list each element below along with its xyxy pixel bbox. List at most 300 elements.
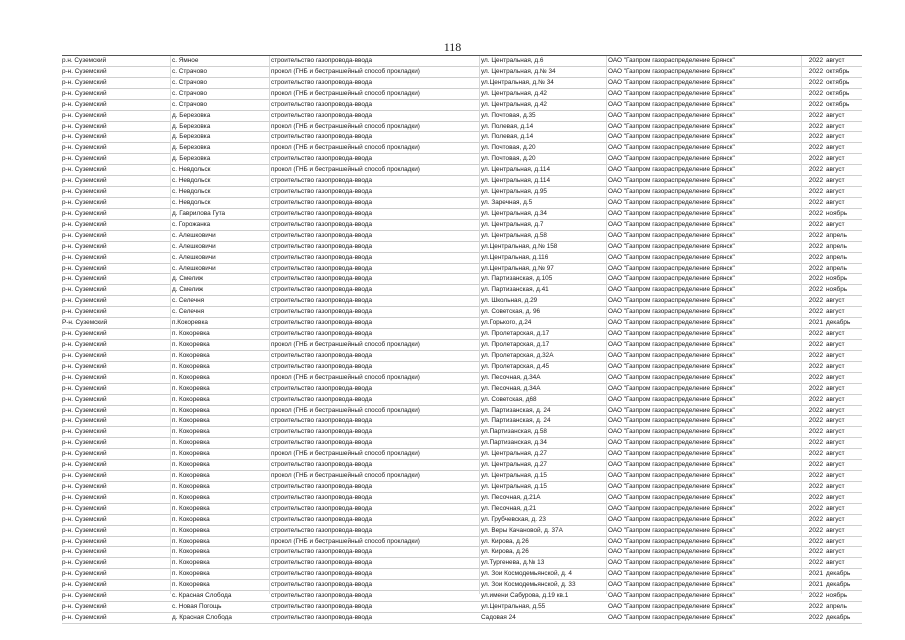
address-cell: ул. Пролетарская, д.32А xyxy=(481,351,554,359)
locality-cell: д. Смелиж xyxy=(172,275,204,283)
organization-cell: ОАО "Газпром газораспределение Брянск" xyxy=(608,515,735,523)
locality-cell: п. Кокоревка xyxy=(172,450,210,458)
year-cell: 2022 xyxy=(808,253,823,261)
work-type-cell: строительство газопровода-ввода xyxy=(271,559,373,567)
address-cell: ул. Центральная, д.42 xyxy=(481,89,547,97)
district-cell: р-н. Суземский xyxy=(62,581,107,589)
locality-cell: д. Березовка xyxy=(172,144,211,152)
work-type-cell: строительство газопровода-ввода xyxy=(271,264,373,272)
month-cell: август xyxy=(826,297,845,305)
locality-cell: п. Кокоревка xyxy=(172,417,210,425)
locality-cell: п. Кокоревка xyxy=(172,570,210,578)
table-row xyxy=(62,384,862,395)
month-cell: август xyxy=(826,450,845,458)
district-cell: р.н. Суземский xyxy=(62,57,107,64)
locality-cell: с. Селечня xyxy=(172,308,205,316)
organization-cell: ОАО "Газпром газораспределение Брянск" xyxy=(608,537,735,545)
work-type-cell: строительство газопровода-ввода xyxy=(271,493,373,501)
district-cell: р-н. Суземский xyxy=(62,188,107,196)
address-cell: ул.Центральная, д.№ 97 xyxy=(481,264,554,272)
table-row xyxy=(62,602,862,613)
work-type-cell: строительство газопровода-ввода xyxy=(271,439,373,447)
table-row xyxy=(62,165,862,176)
month-cell: август xyxy=(826,155,845,163)
table-row xyxy=(62,296,862,307)
table-row xyxy=(62,558,862,569)
table-row xyxy=(62,264,862,275)
table-row xyxy=(62,56,862,67)
organization-cell: ОАО "Газпром газораспределение Брянск" xyxy=(608,122,735,130)
year-cell: 2022 xyxy=(808,111,823,119)
month-cell: август xyxy=(826,133,845,141)
address-cell: ул. Партизанская, д.41 xyxy=(481,286,549,294)
organization-cell: ОАО "Газпром газораспределение Брянск" xyxy=(608,275,735,283)
organization-cell: ОАО "Газпром газораспределение Брянск" xyxy=(608,242,735,250)
district-cell: р-н. Суземский xyxy=(62,373,107,381)
district-cell: р-н. Суземский xyxy=(62,614,107,622)
year-cell: 2022 xyxy=(808,428,823,436)
district-cell: р-н. Суземский xyxy=(62,155,107,163)
table-row xyxy=(62,351,862,362)
table-row xyxy=(62,89,862,100)
organization-cell: ОАО "Газпром газораспределение Брянск" xyxy=(608,144,735,152)
table-row xyxy=(62,231,862,242)
table-row xyxy=(62,482,862,493)
locality-cell: п. Кокоревка xyxy=(172,340,210,348)
column-divider xyxy=(269,56,270,594)
year-cell: 2022 xyxy=(808,188,823,196)
work-type-cell: прокол (ГНБ и бестраншейный способ прокладки) xyxy=(271,166,420,174)
address-cell: ул. Советская, д68 xyxy=(481,395,537,403)
district-cell: р-н. Суземский xyxy=(62,461,107,469)
address-cell: ул. Грубчевская, д. 23 xyxy=(481,515,546,523)
district-cell: р-н. Суземский xyxy=(62,198,107,206)
month-cell: апрель xyxy=(826,253,847,261)
table-row xyxy=(62,78,862,89)
organization-cell: ОАО "Газпром газораспределение Брянск" xyxy=(608,450,735,458)
district-cell: р-н. Суземский xyxy=(62,231,107,239)
district-cell: р-н. Суземский xyxy=(62,493,107,501)
organization-cell: ОАО "Газпром газораспределение Брянск" xyxy=(608,504,735,512)
locality-cell: с. Невдольск xyxy=(172,177,211,185)
organization-cell: ОАО "Газпром газораспределение Брянск" xyxy=(608,395,735,403)
table-row xyxy=(62,526,862,537)
organization-cell: ОАО "Газпром газораспределение Брянск" xyxy=(608,384,735,392)
address-cell: ул. Почтовая, д.35 xyxy=(481,111,536,119)
table-row xyxy=(62,438,862,449)
district-cell: р-н. Суземский xyxy=(62,482,107,490)
locality-cell: с. Горожанка xyxy=(172,220,211,228)
address-cell: ул. Центральная, д.58 xyxy=(481,231,547,239)
month-cell: август xyxy=(826,198,845,206)
work-type-cell: строительство газопровода-ввода xyxy=(271,428,373,436)
locality-cell: п. Кокоревка xyxy=(172,526,210,534)
organization-cell: ОАО "Газпром газораспределение Брянск" xyxy=(608,461,735,469)
locality-cell: с. Невдольск xyxy=(172,188,211,196)
locality-cell: с. Страчово xyxy=(172,67,208,75)
table-row xyxy=(62,427,862,438)
address-cell: ул.Тургенева, д.№ 13 xyxy=(481,559,545,567)
organization-cell: ОАО "Газпром газораспределение Брянск" xyxy=(608,111,735,119)
work-type-cell: строительство газопровода-ввода xyxy=(271,581,373,589)
district-cell: р-н. Суземский xyxy=(62,111,107,119)
address-cell: ул.Центральная, д.116 xyxy=(481,253,549,261)
locality-cell: с. Новая Погощь xyxy=(172,603,222,611)
work-type-cell: строительство газопровода-ввода xyxy=(271,417,373,425)
month-cell: август xyxy=(826,166,845,174)
district-cell: р-н. Суземский xyxy=(62,395,107,403)
address-cell: ул.имени Сабурова, д.19 кв.1 xyxy=(481,592,569,600)
district-cell: р-н. Суземский xyxy=(62,133,107,141)
work-type-cell: строительство газопровода-ввода xyxy=(271,242,373,250)
organization-cell: ОАО "Газпром газораспределение Брянск" xyxy=(608,559,735,567)
district-cell: р-н. Суземский xyxy=(62,439,107,447)
month-cell: август xyxy=(826,340,845,348)
year-cell: 2022 xyxy=(808,122,823,130)
organization-cell: ОАО "Газпром газораспределение Брянск" xyxy=(608,220,735,228)
month-cell: октябрь xyxy=(826,78,850,86)
month-cell: август xyxy=(826,526,845,534)
work-type-cell: прокол (ГНБ и бестраншейный способ прокладки) xyxy=(271,472,420,480)
work-type-cell: строительство газопровода-ввода xyxy=(271,395,373,403)
locality-cell: д. Березовка xyxy=(172,122,211,130)
organization-cell: ОАО "Газпром газораспределение Брянск" xyxy=(608,264,735,272)
table-row xyxy=(62,176,862,187)
year-cell: 2022 xyxy=(808,384,823,392)
work-type-cell: строительство газопровода-ввода xyxy=(271,111,373,119)
organization-cell: ОАО "Газпром газораспределение Брянск" xyxy=(608,177,735,185)
address-cell: ул. Центральная, д.114 xyxy=(481,166,551,174)
month-cell: август xyxy=(826,308,845,316)
locality-cell: п. Кокоревка xyxy=(172,493,210,501)
year-cell: 2022 xyxy=(808,461,823,469)
work-type-cell: строительство газопровода-ввода xyxy=(271,231,373,239)
work-type-cell: строительство газопровода-ввода xyxy=(271,319,373,327)
year-cell: 2022 xyxy=(808,548,823,556)
locality-cell: п. Кокоревка xyxy=(172,384,210,392)
year-cell: 2022 xyxy=(808,100,823,108)
table-row xyxy=(62,449,862,460)
organization-cell: ОАО "Газпром газораспределение Брянск" xyxy=(608,209,735,217)
organization-cell: ОАО "Газпром газораспределение Брянск" xyxy=(608,100,735,108)
address-cell: ул. Центральная, д.№ 34 xyxy=(481,67,556,75)
month-cell: август xyxy=(826,395,845,403)
district-cell: р-н. Суземский xyxy=(62,100,107,108)
month-cell: апрель xyxy=(826,231,847,239)
year-cell: 2022 xyxy=(808,362,823,370)
locality-cell: п.Кокоревка xyxy=(172,319,208,327)
work-type-cell: строительство газопровода-ввода xyxy=(271,297,373,305)
work-type-cell: строительство газопровода-ввода xyxy=(271,177,373,185)
organization-cell: ОАО "Газпром газораспределение Брянск" xyxy=(608,188,735,196)
year-cell: 2022 xyxy=(808,231,823,239)
year-cell: 2022 xyxy=(808,592,823,600)
district-cell: р-н. Суземский xyxy=(62,603,107,611)
locality-cell: п. Кокоревка xyxy=(172,559,210,567)
locality-cell: с. Невдольск xyxy=(172,166,211,174)
address-cell: ул. Пролетарская, д.45 xyxy=(481,362,550,370)
locality-cell: п. Кокоревка xyxy=(172,461,210,469)
year-cell: 2022 xyxy=(808,406,823,414)
work-type-cell: строительство газопровода-ввода xyxy=(271,614,373,622)
organization-cell: ОАО "Газпром газораспределение Брянск" xyxy=(608,406,735,414)
table-row xyxy=(62,154,862,165)
work-type-cell: строительство газопровода-ввода xyxy=(271,592,373,600)
organization-cell: ОАО "Газпром газораспределение Брянск" xyxy=(608,439,735,447)
district-cell: р-н. Суземский xyxy=(62,275,107,283)
column-divider xyxy=(606,56,607,594)
district-cell: р-н. Суземский xyxy=(62,472,107,480)
address-cell: ул. Почтовая, д.20 xyxy=(481,144,536,152)
month-cell: август xyxy=(826,559,845,567)
locality-cell: п. Кокоревка xyxy=(172,504,210,512)
table-row xyxy=(62,122,862,133)
locality-cell: с. Алешковичи xyxy=(172,242,216,250)
district-cell: р-н. Суземский xyxy=(62,504,107,512)
work-type-cell: прокол (ГНБ и бестраншейный способ прокладки) xyxy=(271,89,420,97)
organization-cell: ОАО "Газпром газораспределение Брянск" xyxy=(608,493,735,501)
organization-cell: ОАО "Газпром газораспределение Брянск" xyxy=(608,417,735,425)
district-cell: р-н. Суземский xyxy=(62,67,107,75)
year-cell: 2022 xyxy=(808,242,823,250)
table-row xyxy=(62,209,862,220)
column-divider xyxy=(479,56,480,594)
organization-cell: ОАО "Газпром газораспределение Брянск" xyxy=(608,526,735,534)
organization-cell: ОАО "Газпром газораспределение Брянск" xyxy=(608,166,735,174)
year-cell: 2022 xyxy=(808,537,823,545)
month-cell: август xyxy=(826,188,845,196)
work-type-cell: строительство газопровода-ввода xyxy=(271,100,373,108)
year-cell: 2022 xyxy=(808,308,823,316)
district-cell: р-н. Суземский xyxy=(62,144,107,152)
locality-cell: п. Кокоревка xyxy=(172,548,210,556)
month-cell: август xyxy=(826,439,845,447)
table-row xyxy=(62,274,862,285)
table-row xyxy=(62,373,862,384)
table-row xyxy=(62,515,862,526)
locality-cell: п. Кокоревка xyxy=(172,515,210,523)
work-type-cell: строительство газопровода-ввода xyxy=(271,155,373,163)
year-cell: 2022 xyxy=(808,439,823,447)
address-cell: ул. Центральная, д.95 xyxy=(481,188,547,196)
work-type-cell: строительство газопровода-ввода xyxy=(271,308,373,316)
month-cell: август xyxy=(826,548,845,556)
organization-cell: ОАО "Газпром газораспределение Брянск" xyxy=(608,603,735,611)
year-cell: 2022 xyxy=(808,89,823,97)
page-number: 118 xyxy=(443,40,462,54)
table-row xyxy=(62,198,862,209)
address-cell: ул. Центральная, д.27 xyxy=(481,450,547,458)
work-type-cell: прокол (ГНБ и бестраншейный способ прокладки) xyxy=(271,450,420,458)
district-cell: р-н. Суземский xyxy=(62,406,107,414)
table-row xyxy=(62,187,862,198)
work-type-cell: строительство газопровода-ввода xyxy=(271,351,373,359)
district-cell: р-н. Суземский xyxy=(62,177,107,185)
address-cell: ул. Пролетарская, д.17 xyxy=(481,340,550,348)
year-cell: 2022 xyxy=(808,209,823,217)
work-type-cell: строительство газопровода-ввода xyxy=(271,515,373,523)
table-row xyxy=(62,613,862,624)
district-cell: р-н. Суземский xyxy=(62,537,107,545)
district-cell: р-н. Суземский xyxy=(62,526,107,534)
month-cell: август xyxy=(826,537,845,545)
table-row xyxy=(62,471,862,482)
work-type-cell: строительство газопровода-ввода xyxy=(271,570,373,578)
year-cell: 2022 xyxy=(808,264,823,272)
table-row xyxy=(62,318,862,329)
address-cell: ул. Центральная, д.34 xyxy=(481,209,547,217)
month-cell: апрель xyxy=(826,242,847,250)
address-cell: ул. Советская, д. 96 xyxy=(481,308,541,316)
address-cell: ул. Кирова, д.26 xyxy=(481,548,529,556)
organization-cell: ОАО "Газпром газораспределение Брянск" xyxy=(608,570,735,578)
table-row xyxy=(62,143,862,154)
year-cell: 2022 xyxy=(808,482,823,490)
organization-cell: ОАО "Газпром газораспределение Брянск" xyxy=(608,253,735,261)
address-cell: ул. Полевая, д.14 xyxy=(481,122,534,130)
month-cell: октябрь xyxy=(826,100,850,108)
month-cell: август xyxy=(826,373,845,381)
year-cell: 2022 xyxy=(808,395,823,403)
locality-cell: д. Гаврилова Гута xyxy=(172,209,226,217)
work-type-cell: строительство газопровода-ввода xyxy=(271,384,373,392)
locality-cell: с. Селечня xyxy=(172,297,205,305)
organization-cell: ОАО "Газпром газораспределение Брянск" xyxy=(608,198,735,206)
organization-cell: ОАО "Газпром газораспределение Брянск" xyxy=(608,286,735,294)
district-cell: р-н. Суземский xyxy=(62,559,107,567)
work-type-cell: строительство газопровода-ввода xyxy=(271,133,373,141)
organization-cell: ОАО "Газпром газораспределение Брянск" xyxy=(608,89,735,97)
year-cell: 2022 xyxy=(808,504,823,512)
register-table xyxy=(62,55,862,622)
month-cell: август xyxy=(826,417,845,425)
organization-cell: ОАО "Газпром газораспределение Брянск" xyxy=(608,308,735,316)
district-cell: р-н. Суземский xyxy=(62,264,107,272)
address-cell: ул. Веры Качановой, д. 37А xyxy=(481,526,563,534)
address-cell: ул. Центральная, д.27 xyxy=(481,461,547,469)
locality-cell: п. Кокоревка xyxy=(172,537,210,545)
work-type-cell: прокол (ГНБ и бестраншейный способ прокладки) xyxy=(271,67,420,75)
address-cell: ул. Центральная, д.15 xyxy=(481,472,547,480)
organization-cell: ОАО "Газпром газораспределение Брянск" xyxy=(608,57,735,64)
work-type-cell: прокол (ГНБ и бестраншейный способ прокладки) xyxy=(271,122,420,130)
locality-cell: д. Березовка xyxy=(172,155,211,163)
table-row xyxy=(62,340,862,351)
month-cell: август xyxy=(826,330,845,338)
table-row xyxy=(62,493,862,504)
year-cell: 2022 xyxy=(808,133,823,141)
month-cell: апрель xyxy=(826,264,847,272)
locality-cell: д. Березовка xyxy=(172,133,211,141)
district-cell: р-н. Суземский xyxy=(62,253,107,261)
address-cell: ул. Полевая, д.14 xyxy=(481,133,534,141)
locality-cell: д. Березовка xyxy=(172,111,211,119)
address-cell: ул.Партизанская, д.34 xyxy=(481,439,547,447)
month-cell: октябрь xyxy=(826,67,850,75)
locality-cell: с. Страчово xyxy=(172,100,208,108)
work-type-cell: строительство газопровода-ввода xyxy=(271,504,373,512)
locality-cell: д. Смелиж xyxy=(172,286,204,294)
year-cell: 2022 xyxy=(808,330,823,338)
district-cell: р-н. Суземский xyxy=(62,362,107,370)
address-cell: ул. Зои Космодемьянской, д. 4 xyxy=(481,570,572,578)
month-cell: август xyxy=(826,406,845,414)
locality-cell: с. Ямное xyxy=(172,57,199,64)
year-cell: 2022 xyxy=(808,526,823,534)
locality-cell: с. Красная Слобода xyxy=(172,592,232,600)
locality-cell: с. Алешковичи xyxy=(172,231,216,239)
organization-cell: ОАО "Газпром газораспределение Брянск" xyxy=(608,373,735,381)
month-cell: август xyxy=(826,177,845,185)
organization-cell: ОАО "Газпром газораспределение Брянск" xyxy=(608,482,735,490)
address-cell: Садовая 24 xyxy=(481,614,516,622)
district-cell: р-н. Суземский xyxy=(62,297,107,305)
table-row xyxy=(62,395,862,406)
work-type-cell: прокол (ГНБ и бестраншейный способ прокладки) xyxy=(271,537,420,545)
work-type-cell: строительство газопровода-ввода xyxy=(271,275,373,283)
locality-cell: п. Кокоревка xyxy=(172,472,210,480)
table-row xyxy=(62,547,862,558)
locality-cell: с. Страчово xyxy=(172,89,208,97)
locality-cell: п. Кокоревка xyxy=(172,406,210,414)
column-divider xyxy=(801,56,802,594)
organization-cell: ОАО "Газпром газораспределение Брянск" xyxy=(608,330,735,338)
table-row xyxy=(62,67,862,78)
year-cell: 2022 xyxy=(808,275,823,283)
district-cell: р-н. Суземский xyxy=(62,242,107,250)
work-type-cell: строительство газопровода-ввода xyxy=(271,548,373,556)
locality-cell: п. Кокоревка xyxy=(172,330,210,338)
district-cell: р-н. Суземский xyxy=(62,450,107,458)
organization-cell: ОАО "Газпром газораспределение Брянск" xyxy=(608,581,735,589)
address-cell: ул. Заречная, д.5 xyxy=(481,198,533,206)
address-cell: ул. Зои Космодемьянской, д. 33 xyxy=(481,581,576,589)
month-cell: октябрь xyxy=(826,89,850,97)
table-row xyxy=(62,100,862,111)
locality-cell: с. Алешковичи xyxy=(172,264,216,272)
organization-cell: ОАО "Газпром газораспределение Брянск" xyxy=(608,155,735,163)
work-type-cell: прокол (ГНБ и бестраншейный способ прокладки) xyxy=(271,373,420,381)
table-row xyxy=(62,362,862,373)
table-row xyxy=(62,569,862,580)
organization-cell: ОАО "Газпром газораспределение Брянск" xyxy=(608,351,735,359)
month-cell: август xyxy=(826,351,845,359)
table-row xyxy=(62,406,862,417)
organization-cell: ОАО "Газпром газораспределение Брянск" xyxy=(608,548,735,556)
month-cell: август xyxy=(826,122,845,130)
table-row xyxy=(62,580,862,591)
locality-cell: п. Кокоревка xyxy=(172,373,210,381)
year-cell: 2022 xyxy=(808,450,823,458)
district-cell: р-н. Суземский xyxy=(62,286,107,294)
year-cell: 2022 xyxy=(808,614,823,622)
work-type-cell: строительство газопровода-ввода xyxy=(271,286,373,294)
district-cell: р-н. Суземский xyxy=(62,351,107,359)
year-cell: 2022 xyxy=(808,57,823,64)
month-cell: август xyxy=(826,144,845,152)
organization-cell: ОАО "Газпром газораспределение Брянск" xyxy=(608,297,735,305)
organization-cell: ОАО "Газпром газораспределение Брянск" xyxy=(608,362,735,370)
year-cell: 2022 xyxy=(808,297,823,305)
month-cell: август xyxy=(826,504,845,512)
year-cell: 2022 xyxy=(808,340,823,348)
year-cell: 2022 xyxy=(808,286,823,294)
locality-cell: д. Красная Слобода xyxy=(172,614,232,622)
address-cell: ул. Центральная, д.7 xyxy=(481,220,544,228)
address-cell: ул. Центральная, д.114 xyxy=(481,177,551,185)
district-cell: р-н. Суземский xyxy=(62,209,107,217)
district-cell: р-н. Суземский xyxy=(62,384,107,392)
